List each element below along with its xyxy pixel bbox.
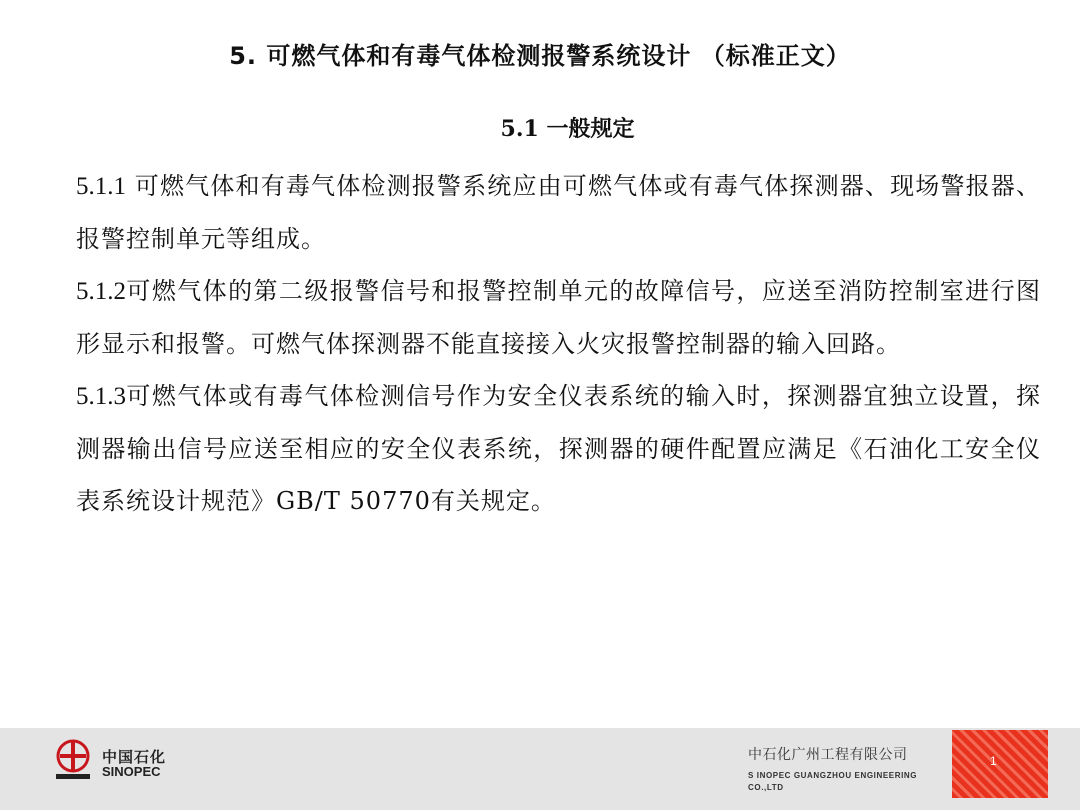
section-heading: 5.1 一般规定 [500, 116, 635, 142]
logo-text-en: SINOPEC [102, 764, 161, 779]
logo-text-cn: 中国石化 [102, 748, 167, 766]
sinopec-logo-icon [52, 738, 94, 782]
clause-number: 5.1.2 [76, 278, 126, 305]
company-name-en: S INOPEC GUANGZHOU ENGINEERING CO.,LTD [748, 771, 918, 792]
page-number-badge [952, 730, 1048, 798]
clause-text: 可燃气体和有毒气体检测报警系统应由可燃气体或有毒气体探测器、现场警报器、报警控制单元等组成。 [76, 172, 1041, 253]
clause-5-1-1 [76, 160, 1041, 265]
footer-bar [0, 728, 1080, 810]
clause-number: 5.1.3 [76, 383, 126, 410]
clause-5-1-3 [76, 370, 1041, 527]
clause-text: 可燃气体或有毒气体检测信号作为安全仪表系统的输入时，探测器宜独立设置，探测器输出信号应送至相应的安全仪表系统，探测器的硬件配置应满足《石油化工安全仪表系统设计规范》GB/T 50770有关规定。 [76, 382, 1041, 515]
company-name-cn: 中石化广州工程有限公司 [748, 747, 908, 763]
clause-number: 5.1.1 [76, 173, 126, 200]
clause-list [76, 160, 1041, 527]
slide-title: 5. 可燃气体和有毒气体检测报警系统设计 （标准正文） [229, 42, 851, 70]
page-number: 1 [990, 754, 997, 768]
clause-text: 可燃气体的第二级报警信号和报警控制单元的故障信号，应送至消防控制室进行图形显示和报警。可燃气体探测器不能直接接入火灾报警控制器的输入回路。 [76, 277, 1041, 358]
clause-5-1-2 [76, 265, 1041, 370]
